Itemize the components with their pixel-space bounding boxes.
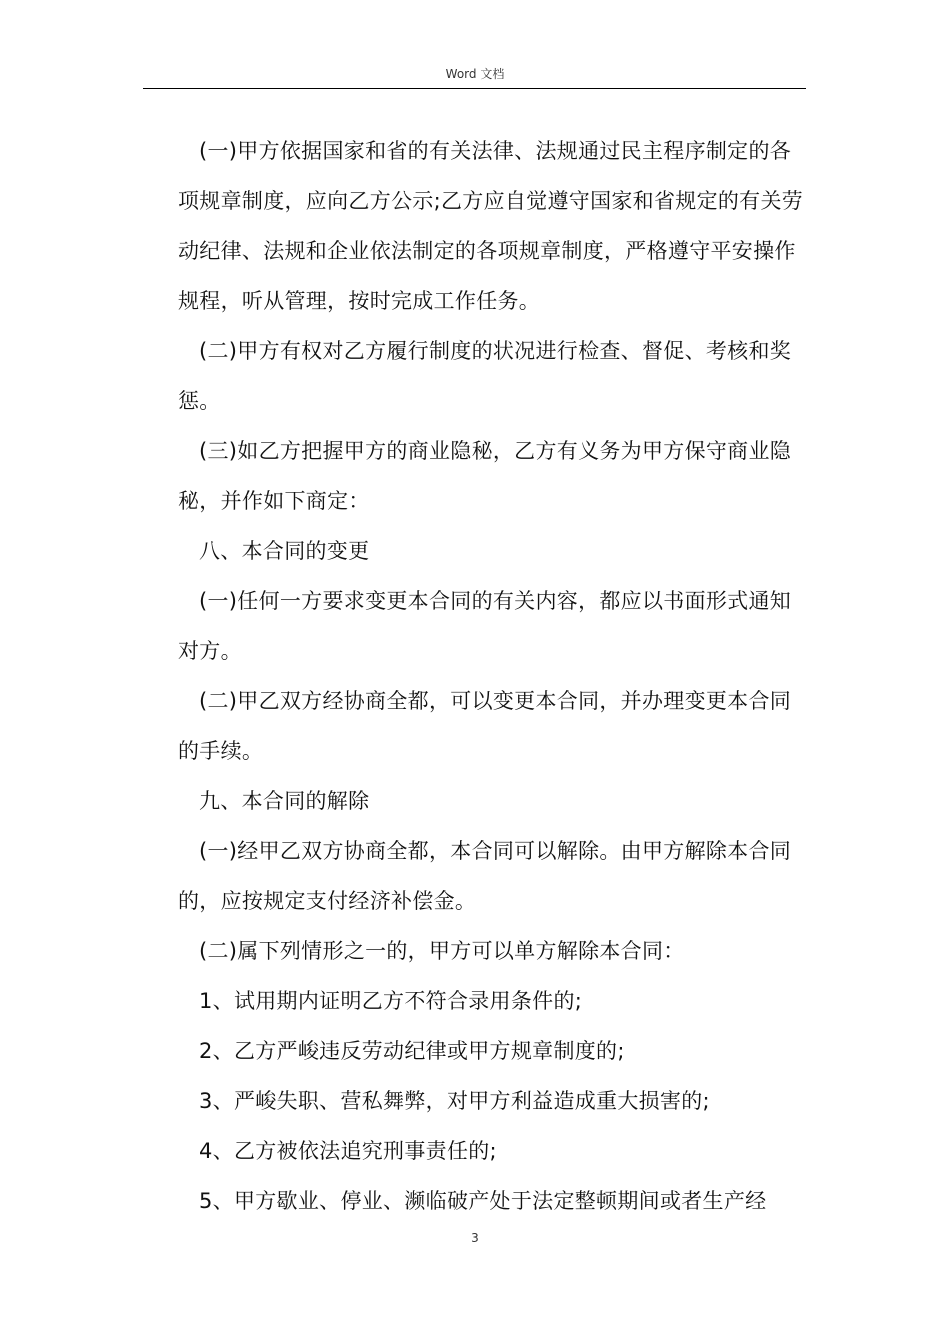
- header-divider: [143, 88, 806, 89]
- list-item-2: 2、乙方严峻违反劳动纪律或甲方规章制度的;: [199, 1039, 625, 1063]
- document-body: [178, 126, 808, 1226]
- paragraph-3: (三)如乙方把握甲方的商业隐秘，乙方有义务为甲方保守商业隐秘，并作如下商定：: [178, 439, 792, 513]
- paragraph-7: (二)属下列情形之一的，甲方可以单方解除本合同：: [199, 939, 685, 963]
- list-item-4: 4、乙方被依法追究刑事责任的;: [199, 1139, 497, 1163]
- page-number: 3: [471, 1231, 479, 1245]
- page-header: Word 文档: [445, 67, 505, 81]
- section-heading-9: 九、本合同的解除: [199, 789, 370, 813]
- paragraph-5: (二)甲乙双方经协商全都，可以变更本合同，并办理变更本合同的手续。: [178, 689, 792, 763]
- list-item-3: 3、严峻失职、营私舞弊，对甲方利益造成重大损害的;: [199, 1089, 710, 1113]
- paragraph-2: (二)甲方有权对乙方履行制度的状况进行检查、督促、考核和奖惩。: [178, 339, 792, 413]
- paragraph-6: (一)经甲乙双方协商全都，本合同可以解除。由甲方解除本合同的，应按规定支付经济补偿金。: [178, 839, 792, 913]
- section-heading-8: 八、本合同的变更: [199, 539, 370, 563]
- list-item-5: 5、甲方歇业、停业、濒临破产处于法定整顿期间或者生产经: [199, 1189, 767, 1213]
- list-item-1: 1、试用期内证明乙方不符合录用条件的;: [199, 989, 583, 1013]
- paragraph-1: (一)甲方依据国家和省的有关法律、法规通过民主程序制定的各项规章制度，应向乙方公示;乙方应自觉遵守国家和省规定的有关劳动纪律、法规和企业依法制定的各项规章制度，严格遵守平安操作规程，听从管理，按时完成工作任务。: [178, 139, 804, 313]
- paragraph-4: (一)任何一方要求变更本合同的有关内容，都应以书面形式通知对方。: [178, 589, 792, 663]
